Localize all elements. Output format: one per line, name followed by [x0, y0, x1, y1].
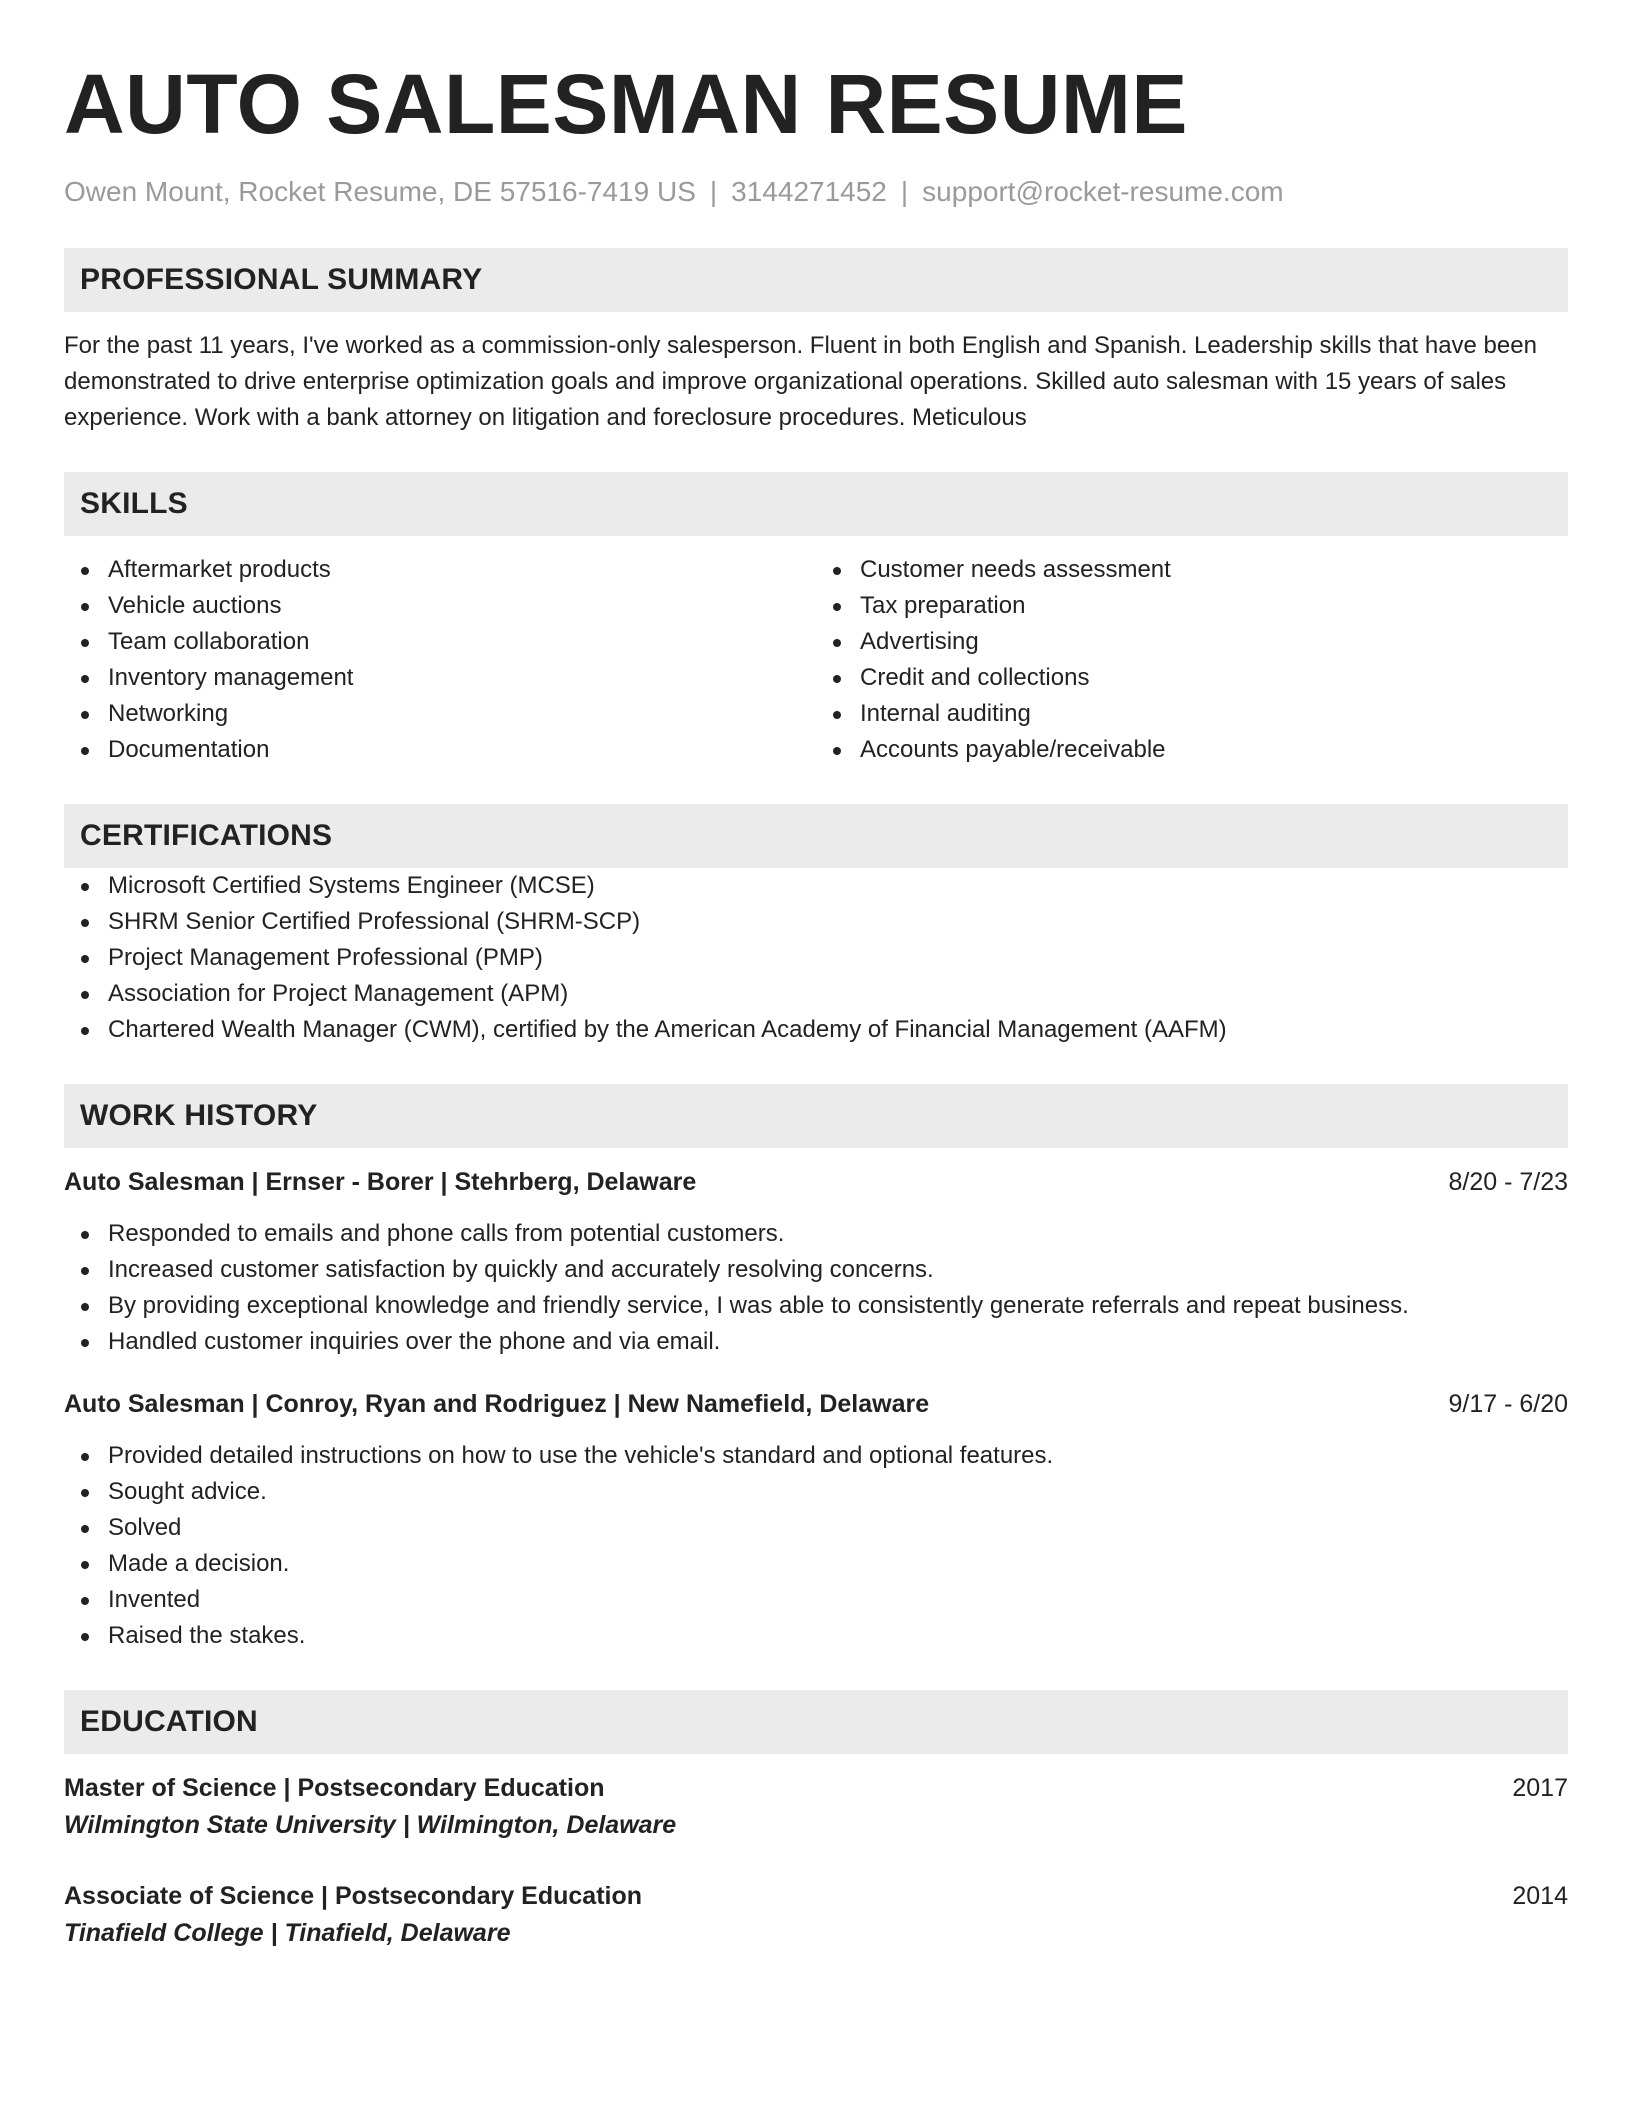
list-item: Chartered Wealth Manager (CWM), certified by the American Academy of Financial Management (AAFM) — [64, 1012, 1568, 1048]
contact-separator: | — [900, 176, 909, 207]
list-item: Sought advice. — [64, 1474, 1568, 1510]
list-item: Raised the stakes. — [64, 1618, 1568, 1654]
job-bullets — [64, 1216, 1568, 1360]
list-item: Handled customer inquiries over the phone and via email. — [64, 1324, 1568, 1360]
list-item: By providing exceptional knowledge and friendly service, I was able to consistently generate referrals and repeat business. — [64, 1288, 1568, 1324]
job-bullets — [64, 1438, 1568, 1654]
list-item: Internal auditing — [816, 696, 1568, 732]
certifications-list — [64, 868, 1568, 1048]
summary-text: For the past 11 years, I've worked as a commission-only salesperson. Fluent in both English and Spanish. Leadership skills that have been demonstrated to drive enterprise optimization goals and improve organizational operations. Skilled auto salesman with 15 years of sales experience. Work with a bank attorney on litigation and foreclosure procedures. Meticulous — [64, 332, 1537, 431]
job-dates: 9/17 - 6/20 — [1448, 1390, 1568, 1418]
contact-line — [64, 172, 1568, 212]
skills-right-column — [816, 552, 1568, 768]
list-item: SHRM Senior Certified Professional (SHRM-SCP) — [64, 904, 1568, 940]
job-header — [64, 1164, 1568, 1200]
list-item: Project Management Professional (PMP) — [64, 940, 1568, 976]
list-item: Team collaboration — [64, 624, 816, 660]
list-item: Aftermarket products — [64, 552, 816, 588]
job-header — [64, 1386, 1568, 1422]
job-dates: 8/20 - 7/23 — [1448, 1168, 1568, 1196]
list-item: Made a decision. — [64, 1546, 1568, 1582]
education-entry — [64, 1878, 1568, 1952]
education-header — [64, 1770, 1568, 1806]
education-year: 2017 — [1512, 1774, 1568, 1802]
list-item: Microsoft Certified Systems Engineer (MCSE) — [64, 868, 1568, 904]
list-item: Responded to emails and phone calls from potential customers. — [64, 1216, 1568, 1252]
contact-phone: 3144271452 — [731, 176, 887, 207]
education-entry — [64, 1770, 1568, 1844]
education-header — [64, 1878, 1568, 1914]
education-heading: EDUCATION — [64, 1690, 1568, 1754]
list-item: Credit and collections — [816, 660, 1568, 696]
skills-left-column — [64, 552, 816, 768]
contact-email: support@rocket-resume.com — [922, 176, 1284, 207]
list-item: Invented — [64, 1582, 1568, 1618]
list-item: Vehicle auctions — [64, 588, 816, 624]
job-title: Auto Salesman | Conroy, Ryan and Rodriguez | New Namefield, Delaware — [64, 1390, 930, 1418]
contact-separator: | — [709, 176, 718, 207]
list-item: Provided detailed instructions on how to use the vehicle's standard and optional features. — [64, 1438, 1568, 1474]
job-entry — [64, 1164, 1568, 1360]
list-item: Tax preparation — [816, 588, 1568, 624]
certifications-heading: CERTIFICATIONS — [64, 804, 1568, 868]
list-item: Increased customer satisfaction by quickly and accurately resolving concerns. — [64, 1252, 1568, 1288]
education-degree: Associate of Science | Postsecondary Education — [64, 1882, 643, 1910]
job-entry — [64, 1386, 1568, 1654]
list-item: Accounts payable/receivable — [816, 732, 1568, 768]
job-title: Auto Salesman | Ernser - Borer | Stehrberg, Delaware — [64, 1168, 697, 1196]
list-item: Networking — [64, 696, 816, 732]
list-item: Solved — [64, 1510, 1568, 1546]
education-school: Wilmington State University | Wilmington, Delaware — [64, 1811, 677, 1839]
contact-address: Owen Mount, Rocket Resume, DE 57516-7419 US — [64, 176, 696, 207]
summary-heading: PROFESSIONAL SUMMARY — [64, 248, 1568, 312]
list-item: Advertising — [816, 624, 1568, 660]
skills-list — [64, 552, 1568, 768]
resume-title: AUTO SALESMAN RESUME — [64, 57, 1188, 151]
work-history-heading: WORK HISTORY — [64, 1084, 1568, 1148]
skills-heading: SKILLS — [64, 472, 1568, 536]
list-item: Inventory management — [64, 660, 816, 696]
education-degree: Master of Science | Postsecondary Education — [64, 1774, 605, 1802]
education-year: 2014 — [1512, 1882, 1568, 1910]
list-item: Documentation — [64, 732, 816, 768]
list-item: Customer needs assessment — [816, 552, 1568, 588]
list-item: Association for Project Management (APM) — [64, 976, 1568, 1012]
education-school: Tinafield College | Tinafield, Delaware — [64, 1919, 511, 1947]
